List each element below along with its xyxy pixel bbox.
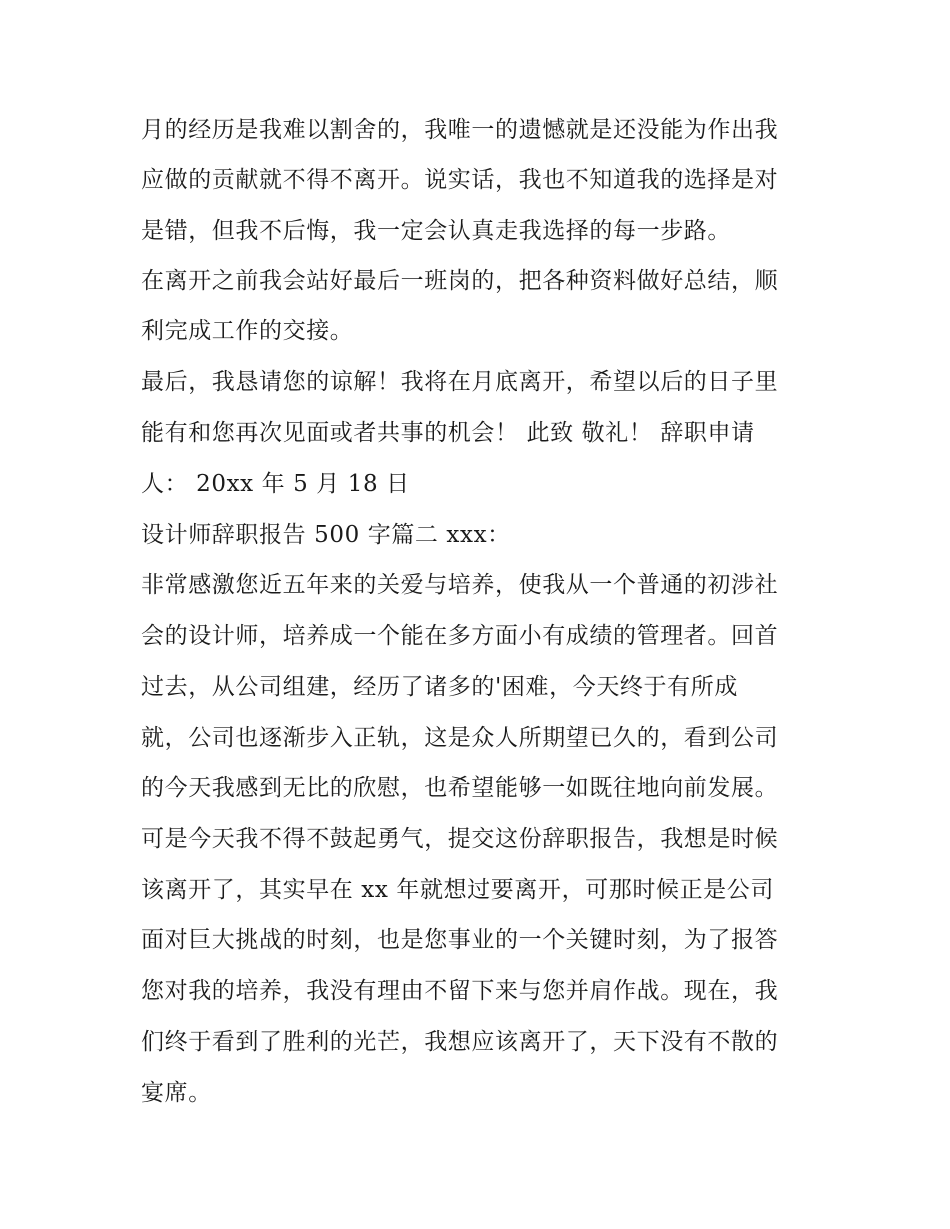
text-line: 是错，但我不后悔，我一定会认真走我选择的每一步路。 bbox=[141, 218, 731, 244]
text-line: 面对巨大挑战的时刻，也是您事业的一个关键时刻，为了报答 bbox=[141, 927, 779, 953]
text-line: 人： 20xx 年 5 月 18 日 bbox=[141, 471, 410, 497]
text-line: 过去，从公司组建，经历了诸多的'困难，今天终于有所成 bbox=[141, 674, 738, 700]
text-line: 应做的贡献就不得不离开。说实话，我也不知道我的选择是对 bbox=[141, 167, 779, 193]
text-line: 会的设计师，培养成一个能在多方面小有成绩的管理者。回首 bbox=[141, 623, 779, 649]
text-line: 利完成工作的交接。 bbox=[141, 318, 354, 344]
text-line: 可是今天我不得不鼓起勇气，提交这份辞职报告，我想是时候 bbox=[141, 826, 779, 852]
section-heading: 设计师辞职报告 500 字篇二 xxx： bbox=[141, 522, 511, 548]
text-line: 该离开了，其实早在 xx 年就想过要离开，可那时候正是公司 bbox=[141, 877, 774, 903]
text-line: 们终于看到了胜利的光芒，我想应该离开了，天下没有不散的 bbox=[141, 1029, 779, 1055]
text-line: 能有和您再次见面或者共事的机会！ 此致 敬礼！ 辞职申请 bbox=[141, 420, 755, 446]
text-line: 宴席。 bbox=[141, 1080, 212, 1106]
text-line: 非常感激您近五年来的关爱与培养，使我从一个普通的初涉社 bbox=[141, 572, 779, 598]
text-line: 月的经历是我难以割舍的，我唯一的遗憾就是还没能为作出我 bbox=[141, 117, 779, 143]
text-line: 就，公司也逐渐步入正轨，这是众人所期望已久的，看到公司 bbox=[141, 725, 779, 751]
text-line: 您对我的培养，我没有理由不留下来与您并肩作战。现在，我 bbox=[141, 978, 779, 1004]
text-line: 最后，我恳请您的谅解！我将在月底离开，希望以后的日子里 bbox=[141, 369, 779, 395]
text-line: 在离开之前我会站好最后一班岗的，把各种资料做好总结，顺 bbox=[141, 268, 779, 294]
text-line: 的今天我感到无比的欣慰，也希望能够一如既往地向前发展。 bbox=[141, 775, 779, 801]
